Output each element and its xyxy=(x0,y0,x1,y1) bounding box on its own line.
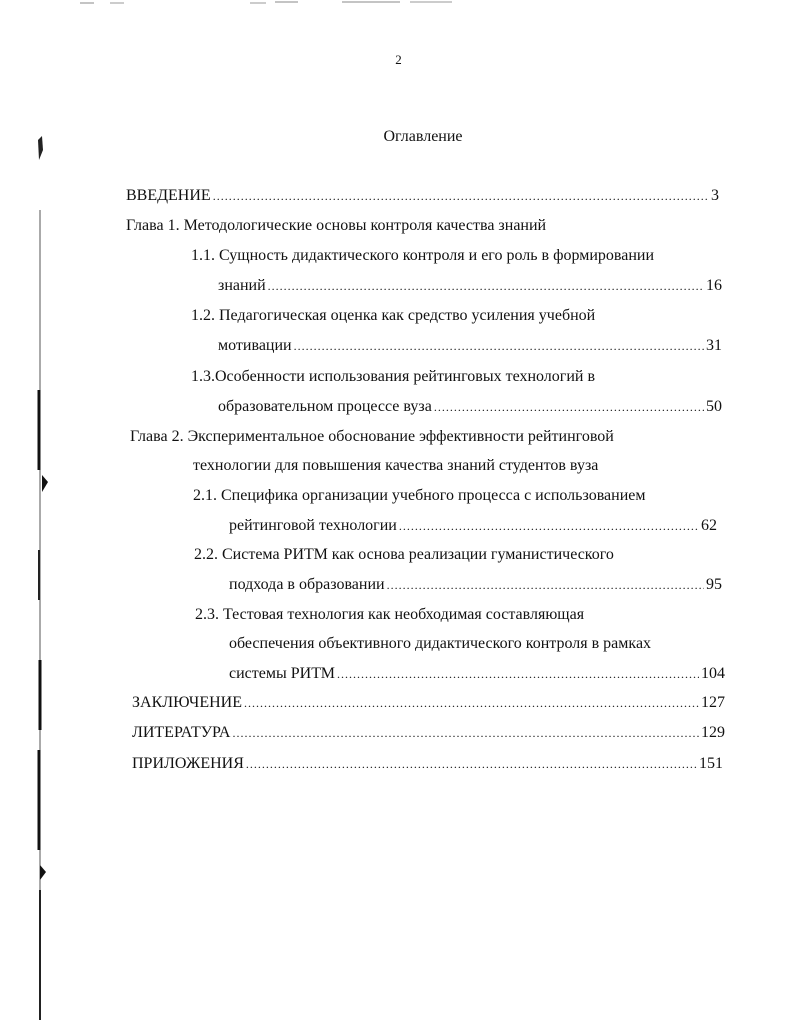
toc-section-2-2-line2 xyxy=(229,575,722,595)
leader-dots xyxy=(244,693,699,713)
toc-title: Оглавление xyxy=(383,128,463,145)
entry-page: 129 xyxy=(701,724,725,741)
leader-dots xyxy=(337,664,699,684)
entry-text: подхода в образовании xyxy=(229,576,385,593)
entry-page: 62 xyxy=(701,517,717,534)
leader-dots xyxy=(268,276,704,296)
leader-dots xyxy=(294,336,704,356)
leader-dots xyxy=(434,397,704,417)
entry-text: образовательном процессе вуза xyxy=(218,398,432,415)
leader-dots xyxy=(387,575,704,595)
toc-entry-intro xyxy=(126,186,719,206)
toc-entry-literature xyxy=(132,723,725,743)
toc-entry-conclusion xyxy=(132,693,725,713)
toc-chapter-2-line2: технологии для повышения качества знаний студентов вуза xyxy=(193,457,599,474)
leader-dots xyxy=(399,516,699,536)
toc-section-1-2-line2 xyxy=(218,336,722,356)
toc-section-2-2-line1: 2.2. Система РИТМ как основа реализации гуманистического xyxy=(194,546,614,563)
toc-section-1-1-line1: 1.1. Сущность дидактического контроля и его роль в формировании xyxy=(191,247,655,264)
toc-section-2-3-line3 xyxy=(229,664,725,684)
toc-section-1-3-line1: 1.3.Особенности использования рейтинговых технологий в xyxy=(191,368,596,385)
toc-section-2-3-line1: 2.3. Тестовая технология как необходимая составляющая xyxy=(195,606,585,623)
entry-page: 151 xyxy=(699,755,723,772)
entry-page: 104 xyxy=(701,665,725,682)
toc-entry-appendix xyxy=(132,754,723,774)
scan-top-marks xyxy=(80,0,460,8)
entry-page: 31 xyxy=(706,337,722,354)
scan-left-edge xyxy=(30,130,50,1020)
leader-dots xyxy=(246,754,697,774)
entry-page: 95 xyxy=(706,576,722,593)
toc-chapter-1: Глава 1. Методологические основы контроля качества знаний xyxy=(126,217,547,234)
entry-text: мотивации xyxy=(218,337,292,354)
page-number: 2 xyxy=(395,52,402,67)
entry-text: рейтинговой технологии xyxy=(229,517,397,534)
entry-text: системы РИТМ xyxy=(229,665,335,682)
entry-text: ПРИЛОЖЕНИЯ xyxy=(132,755,244,772)
toc-chapter-2-line1: Глава 2. Экспериментальное обоснование эффективности рейтинговой xyxy=(130,428,614,445)
entry-page: 50 xyxy=(706,398,722,415)
leader-dots xyxy=(213,186,709,206)
toc-section-1-2-line1: 1.2. Педагогическая оценка как средство усиления учебной xyxy=(191,307,596,324)
entry-text: ВВЕДЕНИЕ xyxy=(126,187,211,204)
entry-page: 16 xyxy=(706,277,722,294)
toc-section-2-1-line1: 2.1. Специфика организации учебного процесса с использованием xyxy=(193,487,646,504)
entry-text: знаний xyxy=(218,277,266,294)
entry-page: 127 xyxy=(701,694,725,711)
entry-text: ЛИТЕРАТУРА xyxy=(132,724,231,741)
toc-section-1-1-line2 xyxy=(218,276,722,296)
toc-section-2-1-line2 xyxy=(229,516,717,536)
entry-page: 3 xyxy=(711,187,719,204)
toc-section-1-3-line2 xyxy=(218,397,722,417)
entry-text: ЗАКЛЮЧЕНИЕ xyxy=(132,694,242,711)
leader-dots xyxy=(232,723,699,743)
toc-section-2-3-line2: обеспечения объективного дидактического контроля в рамках xyxy=(229,635,652,652)
